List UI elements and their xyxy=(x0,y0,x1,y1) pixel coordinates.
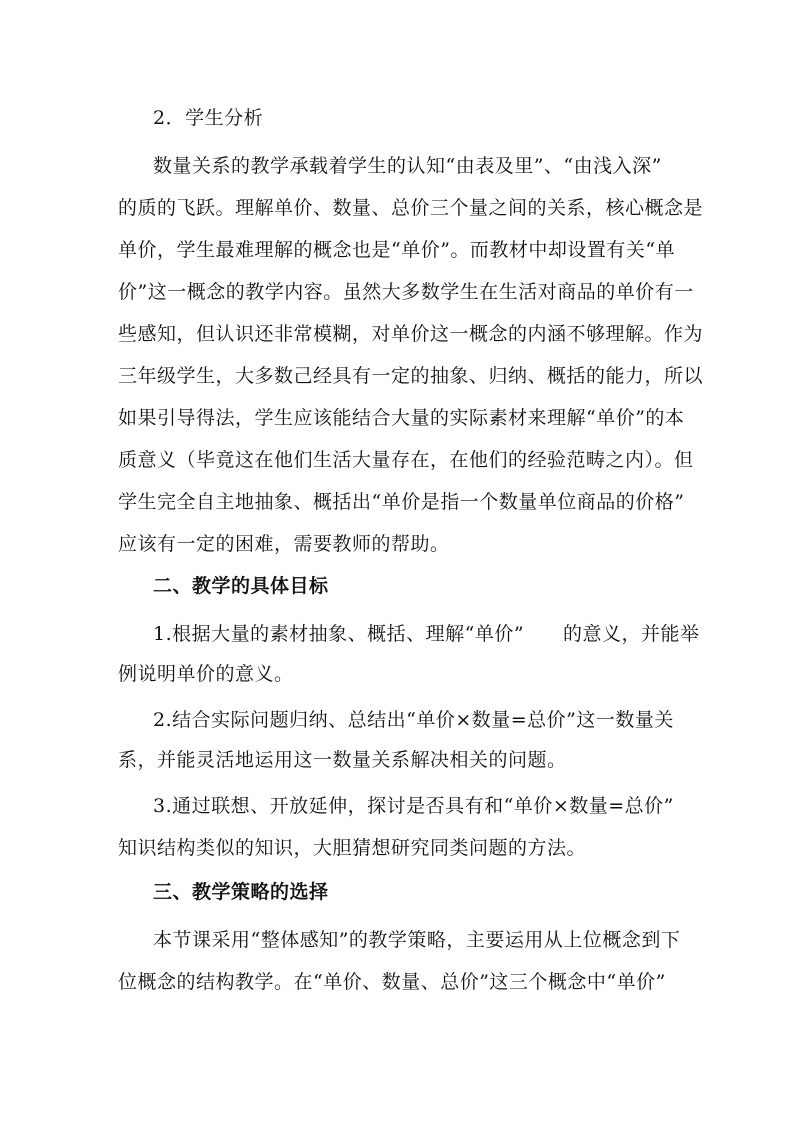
paragraph-line: 的质的飞跃。理解单价、数量、总价三个量之间的关系，核心概念是 xyxy=(118,197,704,219)
goal-item-line: 3.通过联想、开放延伸，探讨是否具有和“单价×数量=总价” xyxy=(153,795,674,817)
goal-item-line: 系，并能灵活地运用这一数量关系解决相关的问题。 xyxy=(118,749,567,771)
goal-item-line: 知识结构类似的知识，大胆猜想研究同类问题的方法。 xyxy=(118,837,587,859)
paragraph-line: 质意义（毕竟这在他们生活大量存在，在他们的经验范畴之内）。但 xyxy=(118,449,694,471)
paragraph-line: 学生完全自主地抽象、概括出“单价是指一个数量单位商品的价格” xyxy=(118,491,685,513)
paragraph-line: 三年级学生，大多数己经具有一定的抽象、归纳、概括的能力，所以 xyxy=(118,365,704,387)
paragraph-line: 如果引导得法，学生应该能结合大量的实际素材来理解“单价”的本 xyxy=(118,407,685,429)
paragraph-line: 应该有一定的困难，需要教师的帮助。 xyxy=(118,533,450,555)
paragraph-line: 本节课采用“整体感知”的教学策略，主要运用从上位概念到下 xyxy=(153,929,681,951)
section-heading-student-analysis: 2．学生分析 xyxy=(153,107,264,129)
goal-item-line: 例说明单价的意义。 xyxy=(118,663,294,685)
paragraph-line: 些感知，但认识还非常模糊，对单价这一概念的内涵不够理解。作为 xyxy=(118,323,704,345)
goal-item-line: 1.根据大量的素材抽象、概括、理解“单价” 的意义，并能举 xyxy=(153,623,700,645)
paragraph-line: 价”这一概念的教学内容。虽然大多数学生在生活对商品的单价有一 xyxy=(118,281,694,303)
paragraph-line: 数量关系的教学承载着学生的认知“由表及里”、“由浅入深” xyxy=(153,155,662,177)
section-heading-teaching-strategy: 三、教学策略的选择 xyxy=(153,881,329,903)
paragraph-line: 位概念的结构教学。在“单价、数量、总价”这三个概念中“单价” xyxy=(118,971,666,993)
paragraph-line: 单价，学生最难理解的概念也是“单价”。而教材中却设置有关“单 xyxy=(118,239,676,261)
section-heading-teaching-goals: 二、教学的具体目标 xyxy=(153,575,329,597)
goal-item-line: 2.结合实际问题归纳、总结出“单价×数量=总价”这一数量关 xyxy=(153,709,674,731)
